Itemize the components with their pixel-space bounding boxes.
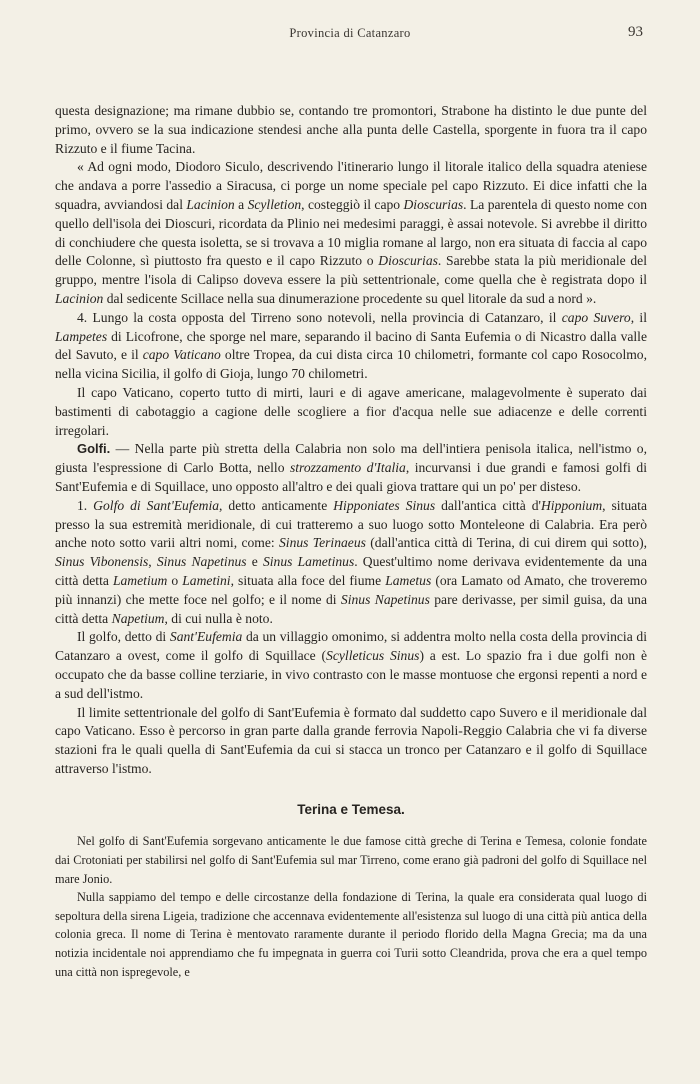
text-run: (dall'antica città di Terina, di cui direm qui sotto), [365, 535, 647, 551]
main-paragraphs [55, 102, 647, 779]
italic-text: Lampetes [55, 328, 108, 344]
text-run: ) a est. Lo spazio fra i due golfi non è occupato che da basse colline terziarie, in vivo contrasto con le masse montuose che ergonsi repenti a nord e a sud dell'istmo. [55, 648, 647, 701]
italic-text: Dioscurias [378, 253, 438, 269]
paragraph [55, 102, 647, 158]
small-print-paragraphs [55, 832, 647, 981]
italic-text: Dioscurias [403, 196, 464, 212]
text-run: Nulla sappiamo del tempo e delle circostanze della fondazione di Terina, la quale era considerata qual luogo di sepoltura della sirena Ligeia, tradizione che accennava evidentemente all'esistenza sul luogo di una città più antica della colonia greca. Il nome di Terina è mentovato raramente durante il periodo florido della Magna Grecia; ma da una notizia incidentale noi apprendiamo che fu impegnata in guerra coi Turii sotto Cleandrida, prova che era a quel tempo una città non ispregevole, e [55, 890, 647, 979]
text-run: o [167, 572, 183, 588]
paragraph [55, 888, 647, 981]
text-run: . La parentela di questo nome con quello dell'isola dei Dioscuri, ricordata da Plinio nei medesimi paraggi, è assai notevole. Si avrebbe il diritto di conchiudere che questa isoletta, se si trovava a 10 miglia romane al largo, non era situata di faccia al capo delle Colonne, sì piuttosto fra questo e il capo Rizzuto o [55, 196, 647, 269]
italic-text: capo Vaticano [142, 347, 221, 363]
body-text [55, 102, 647, 981]
italic-text: capo Suvero [561, 309, 631, 325]
text-run: , costeggiò il capo [301, 196, 404, 212]
paragraph [55, 440, 647, 496]
italic-text: Lametium [112, 572, 168, 588]
run-in-heading: Golfi. [77, 441, 111, 457]
italic-text: Sinus Lametinus [262, 554, 355, 570]
italic-text: Lametini [182, 572, 231, 588]
italic-text: Lametus [385, 572, 432, 588]
paragraph [55, 832, 647, 888]
text-run: . Sarebbe stata la più meridionale del gruppo, mentre l'isola di Calipso doveva essere la più settentrionale, come quella che è registrata dopo il [55, 253, 647, 288]
paragraph [55, 158, 647, 308]
text-run: a [234, 196, 248, 212]
italic-text: Hipponium [540, 497, 603, 513]
text-run: Il capo Vaticano, coperto tutto di mirti, lauri e di agave americane, malagevolmente è superato dai bastimenti di cabotaggio a cagione delle scogliere a fior d'acqua nelle sue adiacenze e delle correnti irregolari. [55, 384, 647, 438]
text-run: (ora Lamato od Amato, che troveremo più innanzi) che mette foce nel golfo; e il nome di [55, 572, 648, 607]
text-run: Il limite settentrionale del golfo di Sant'Eufemia è formato dal suddetto capo Suvero e il meridionale dal capo Vaticano. Esso è percorso in gran parte dalla grande ferrovia Napoli-Reggio Calabria che vi fa diverse stazioni fra le quali quella di Sant'Eufemia da cui si stacca un tronco per Catanzaro e il golfo di Squillace attraverso l'istmo. [55, 704, 647, 776]
text-run: , situata alla foce del fiume [230, 572, 386, 588]
text-run: , incurvansi i due grandi e famosi golfi di Sant'Eufemia e di Squillace, uno opposto all'altro e dei quali giova trattare qui un po' per disteso. [55, 460, 647, 494]
italic-text: Scylleticus Sinus [326, 648, 420, 664]
paragraph [55, 628, 647, 703]
text-run: dal sedicente Scillace nella sua dinumerazione procedente su quel litorale da sud a nord ». [103, 290, 597, 306]
text-run: — Nella parte più stretta della Calabria non solo ma dell'intiera penisola italica, nell'istmo o, giusta l'espressione di Carlo Botta, nello [55, 441, 647, 476]
text-run: , [148, 554, 157, 570]
italic-text: Golfo di Sant'Eufemia [93, 497, 220, 513]
italic-text: Lacinion [55, 290, 104, 306]
text-run: Nel golfo di Sant'Eufemia sorgevano anticamente le due famose città greche di Terina e Temesa, colonie fondate dai Crotoniati per stabilirsi nel golfo di Sant'Eufemia sul mar Tirreno, come erano già padroni del golfo di Squillace nel mare Jonio. [55, 834, 647, 886]
italic-text: Sant'Eufemia [169, 629, 243, 645]
text-run: pare derivasse, per simil guisa, da una città detta [55, 591, 647, 626]
text-run: di Licofrone, che sporge nel mare, separando il bacino di Santa Eufemia o di Nicastro dalla valle del Savuto, e il [55, 328, 647, 363]
italic-text: strozzamento d'Italia [289, 460, 406, 476]
running-title: Provincia di Catanzaro [289, 26, 411, 40]
text-run: Il golfo, detto di [77, 629, 170, 645]
text-run: , detto anticamente [219, 497, 334, 513]
paragraph [55, 309, 647, 384]
text-run: , situata presso la sua estremità meridionale, di cui tratteremo a suo luogo sotto Monteleone di Calabria. Era però anche noto sotto varii altri nomi, come: [55, 497, 647, 551]
text-run: e [246, 554, 263, 570]
text-run: . Quest'ultimo nome derivava evidentemente da una città detta [55, 554, 647, 588]
running-header [55, 26, 645, 46]
text-run: da un villaggio omonimo, si addentra molto nella costa della provincia di Catanzaro a ovest, come il golfo di Squillace ( [55, 629, 647, 664]
text-run: « Ad ogni modo, Diodoro Siculo, descrivendo l'itinerario lungo il litorale italico della squadra ateniese che andava a porre l'assedio a Siracusa, ci porge un nome speciale pel capo Rizzuto. Ei dice infatti che la squadra, avviandosi dal [55, 159, 647, 212]
page-number: 93 [628, 24, 643, 40]
italic-text: Scylletion [247, 196, 302, 212]
paragraph [55, 704, 647, 779]
text-run: 1. [77, 497, 94, 513]
text-run: 4. Lungo la costa opposta del Tirreno sono notevoli, nella provincia di Catanzaro, il [77, 309, 562, 325]
text-run: oltre Tropea, da cui dista circa 10 chilometri, formante col capo Rosocolmo, nella vicina Sicilia, il golfo di Gioja, lungo 70 chilometri. [55, 347, 647, 382]
paragraph [55, 497, 647, 629]
paragraph [55, 384, 647, 440]
italic-text: Lacinion [186, 196, 235, 212]
text-run: , di cui nulla è noto. [164, 610, 273, 626]
italic-text: Sinus Napetinus [340, 591, 430, 607]
text-run: , il [630, 309, 647, 325]
italic-text: Sinus Terinaeus [279, 535, 366, 551]
italic-text: Napetium [111, 610, 165, 626]
section-heading: Terina e Temesa. [297, 801, 405, 817]
text-run: questa designazione; ma rimane dubbio se, contando tre promontori, Strabone ha distinto le due punte del primo, ovvero se la sua indicazione stendesi anche alla punta delle Castella, sporgente in fuora tra il capo Rizzuto e il fiume Tacina. [55, 103, 647, 156]
italic-text: Hipponiates Sinus [333, 497, 436, 513]
text-run: dall'antica città d' [435, 497, 541, 513]
italic-text: Sinus Napetinus [156, 554, 247, 570]
italic-text: Sinus Vibonensis [55, 554, 149, 570]
